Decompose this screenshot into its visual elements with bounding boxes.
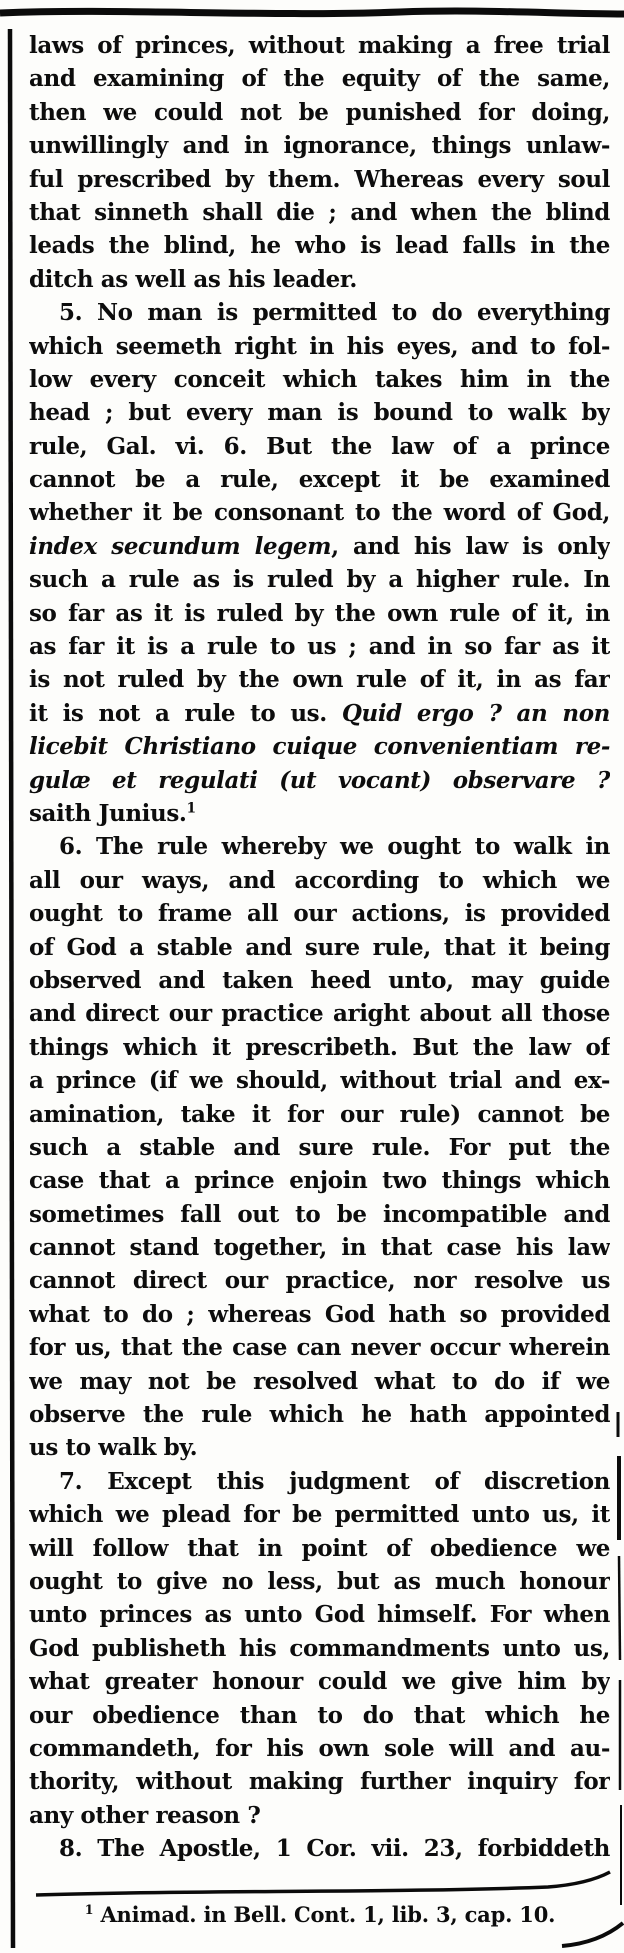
latin-italic-text: index secundum legem [29,532,332,560]
text-line [29,730,610,763]
text-line: what greater honour could we give him by [29,1668,610,1696]
text-line: such a stable and sure rule. For put the [29,1133,610,1161]
latin-italic-text: gulæ et regulati (ut vocant) observare ? [29,766,610,794]
text-line: 7. Except this judgment of discretion [59,1467,610,1495]
latin-italic-text: licebit Christiano cuique convenientiam re- [29,733,610,761]
text-line: we may not be resolved what to do if we [29,1367,610,1395]
text-line: a prince (if we should, without trial and ex- [29,1067,610,1095]
text-line: low every conceit which takes him in the [29,365,610,393]
text-line: God publisheth his commandments unto us, [29,1634,610,1662]
text-line: cannot be a rule, except it be examined [29,466,610,494]
text-line: any other reason ? [29,1801,261,1829]
text-line: and examining of the equity of the same, [29,65,610,93]
page-text [29,29,610,1865]
text-line: saith Junius.$^1$ [29,799,196,827]
text-line: unto princes as unto God himself. For when [29,1601,610,1629]
superscript-footnote-reference: 1 [186,800,196,817]
text-line: 5. No man is permitted to do everything [59,299,610,327]
text-line: of God a stable and sure rule, that it being [29,933,610,961]
text-line: is not ruled by the own rule of it, in as far [29,666,610,694]
top-border-rule [0,11,624,14]
text-line: commandeth, for his own sole will and au- [29,1734,610,1762]
text-line: head ; but every man is bound to walk by [29,399,610,427]
text-line: cannot stand together, in that case his law [29,1234,610,1262]
text-line: and direct our practice aright about all those [29,1000,610,1028]
superscript-footnote-reference: 1 [84,1902,94,1917]
right-border-fragment [619,1556,620,1660]
text-line: things which it prescribeth. But the law of [29,1033,610,1061]
text-line: us to walk by. [29,1434,198,1462]
text-line: observed and taken heed unto, may guide [29,966,610,994]
text-line: sometimes fall out to be incompatible and [29,1200,610,1228]
text-line: 6. The rule whereby we ought to walk in [59,833,610,861]
text-line: leads the blind, he who is lead falls in the [29,232,610,260]
text-line: which we plead for be permitted unto us, it [29,1501,610,1529]
text-line: will follow that in point of obedience we [29,1534,610,1562]
text-line: observe the rule which he hath appointed [29,1401,610,1429]
text-line: so far as it is ruled by the own rule of it, in [29,599,610,627]
text-line: that sinneth shall die ; and when the blind [29,198,610,226]
text-line: then we could not be punished for doing, [29,98,610,126]
text-line: amination, take it for our rule) cannot be [29,1100,610,1128]
text-line [29,764,610,797]
text-line: all our ways, and according to which we [29,866,610,894]
text-line: case that a prince enjoin two things which [29,1167,610,1195]
text-line: it is not a rule to us. Quid ergo ? an non [29,699,610,727]
text-line: which seemeth right in his eyes, and to fol- [29,332,610,360]
text-line: unwillingly and in ignorance, things unlaw- [29,132,610,160]
text-line: ditch as well as his leader. [29,265,358,293]
text-line: for us, that the case can never occur wherein [29,1334,610,1362]
text-line: what to do ; whereas God hath so provided [29,1300,610,1328]
latin-italic-text: Quid ergo ? an non [341,699,610,727]
text-line: rule, Gal. vi. 6. But the law of a prince [29,432,610,460]
text-line: as far it is a rule to us ; and in so far as it [29,633,610,661]
footnote: $^1$ Animad. in Bell. Cont. 1, lib. 3, cap. 10. [84,1902,556,1927]
text-line: index secundum legem, and his law is only [29,532,610,560]
text-line: 8. The Apostle, 1 Cor. vii. 23, forbiddeth [59,1835,610,1863]
text-line: ful prescribed by them. Whereas every soul [29,165,610,193]
text-line: ought to frame all our actions, is provided [29,900,610,928]
text-line: our obedience than to do that which he [29,1701,610,1729]
text-line: laws of princes, without making a free trial [29,32,610,59]
text-line: whether it be consonant to the word of God, [29,499,610,527]
text-line: thority, without making further inquiry for [29,1768,610,1796]
text-line: cannot direct our practice, nor resolve us [29,1267,610,1295]
text-line: such a rule as is ruled by a higher rule. In [29,566,610,594]
footnote-separator-rule [36,1872,610,1895]
text-line: ought to give no less, but as much honour [29,1567,610,1595]
left-border-rule [10,29,13,1948]
